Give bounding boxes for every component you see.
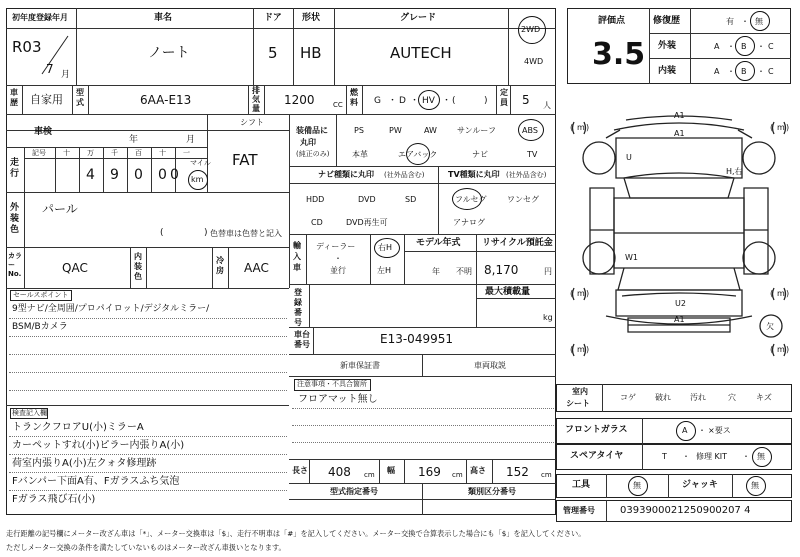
sales-line-2: BSM/Bカメラ (12, 322, 68, 332)
equip-sunroof: サンルーフ (457, 126, 496, 135)
equip-abs: ABS (522, 126, 538, 135)
car-damage-diagram (566, 108, 792, 380)
tools-value: 無 (633, 481, 641, 490)
model-year-unit: 年 (432, 267, 440, 276)
interior-koge: コゲ (620, 393, 636, 402)
notes-value: フロアマット無し (298, 394, 378, 405)
color-paren-open: ( (160, 228, 164, 238)
svg-text:): ) (786, 345, 790, 354)
cooler-label: 冷房 (216, 256, 224, 275)
unit-juu-label: 十 (159, 149, 166, 157)
svg-text:A1: A1 (674, 111, 685, 120)
cooler-value: AAC (244, 261, 269, 275)
sales-line-1: 9型ナビ/全周囲/プロパイロット/デジタルミラー/ (12, 304, 210, 314)
class-label: 車歴 (10, 88, 18, 107)
equip-label-1: 装備品に (296, 126, 328, 135)
fuel-paren-close: ) (484, 96, 488, 106)
svg-text:m: m (777, 289, 785, 298)
svg-text:m: m (577, 289, 585, 298)
jack-value: 無 (751, 481, 759, 490)
shape-value: HB (300, 44, 322, 62)
ext-label: 外装 (658, 41, 677, 51)
equip-leather: 本革 (352, 150, 368, 159)
mileage-digit-2: 9 (110, 167, 119, 183)
svg-text:m: m (577, 123, 585, 132)
spare-no: 無 (757, 452, 765, 461)
interior-ana: 穴 (728, 393, 736, 402)
svg-text:): ) (586, 345, 590, 354)
svg-text:A1: A1 (674, 129, 685, 138)
import-label: 輸入車 (293, 241, 301, 272)
equip-label-2: 丸印 (300, 138, 316, 147)
inspection-month: 月 (186, 135, 196, 145)
kg-unit: kg (543, 313, 553, 322)
fuel-paren-open: ( (452, 96, 456, 106)
tv-sub: (社外品含む) (506, 171, 547, 179)
door-label: ドア (264, 13, 282, 23)
fuel-g: G (374, 96, 381, 106)
svg-text:(: ( (770, 289, 774, 298)
model-value: 6AA-E13 (140, 93, 192, 107)
svg-text:(: ( (770, 123, 774, 132)
notes-label: 注意事項・不具合箇所 (297, 380, 367, 388)
unit-ichi-label: 一 (183, 149, 190, 157)
model-year-unknown: 不明 (456, 267, 472, 276)
mileage-digit-4: 0 (158, 167, 167, 183)
inspector-label: 検査記入欄 (12, 409, 47, 417)
svg-text:): ) (786, 123, 790, 132)
category-label: 類別区分番号 (468, 487, 516, 496)
ext-b: B (741, 42, 747, 51)
model-label: 型式 (76, 88, 84, 107)
spare-label: スペアタイヤ (570, 451, 624, 461)
mileage-digit-1: 4 (86, 167, 95, 183)
int-c: C (768, 67, 774, 76)
max-load-label: 最大積載量 (485, 287, 531, 297)
sales-label: セールスポイント (13, 291, 69, 299)
svg-text:(: ( (570, 289, 574, 298)
equip-aw: AW (424, 126, 437, 135)
color-code-value: QAC (62, 261, 88, 275)
interior-sheet-label-2: シート (566, 399, 590, 408)
int-label: 内装 (658, 66, 677, 76)
capacity-value: 5 (522, 93, 530, 107)
use-value: 自家用 (30, 93, 63, 106)
km-unit: km (191, 175, 204, 184)
interior-yogore: 汚れ (690, 393, 706, 402)
svg-text:U2: U2 (675, 299, 686, 308)
month-value: 7 (46, 62, 54, 76)
shift-label: シフト (240, 118, 264, 127)
unit-hyaku-label: 百 (135, 149, 142, 157)
color-label: 外装色 (10, 203, 20, 235)
manual-label: 車両取説 (474, 361, 506, 370)
score-label: 評価点 (598, 16, 626, 26)
ext-a: A (714, 42, 720, 51)
width-unit: cm (452, 471, 463, 479)
inspector-line-2: カーペットすれ(小)ピラー内張りA(小) (12, 440, 185, 451)
navi-title: ナビ種類に丸印 (318, 170, 374, 179)
navi-cd: CD (311, 218, 323, 227)
record-label: 記号 (32, 149, 46, 157)
navi-sub: (社外品含む) (384, 171, 425, 179)
interior-sheet-label-1: 室内 (572, 387, 588, 396)
svg-text:A1: A1 (674, 315, 685, 324)
navi-dvd-play: DVD再生可 (346, 218, 388, 227)
navi-sd: SD (405, 195, 417, 204)
capacity-unit: 人 (543, 101, 551, 110)
type-designation-label: 型式指定番号 (330, 487, 378, 496)
color-code-label: カラーNo. (8, 252, 22, 278)
svg-text:(: ( (570, 123, 574, 132)
unit-10k-label: 十 (63, 149, 70, 157)
inspector-line-3: 荷室内張りA(小)左クォタ修理跡 (12, 458, 157, 469)
model-year-label: モデル年式 (416, 238, 461, 248)
tv-oneseg: ワンセグ (507, 195, 539, 204)
interior-color-label: 内装色 (134, 252, 142, 281)
tv-fullseg: フルセグ (455, 195, 487, 204)
navi-dvd: DVD (358, 195, 376, 204)
month-unit: 月 (61, 70, 71, 80)
svg-text:): ) (586, 289, 590, 298)
height-label: 高さ (470, 466, 486, 475)
inspector-line-1: トランクフロアU(小)ミラーA (12, 422, 144, 433)
grade-value: AUTECH (390, 44, 452, 62)
inspector-line-4: Fバンパー下面A有、Fガラスふち気泡 (12, 476, 180, 487)
int-a: A (714, 67, 720, 76)
import-parallel: 並行 (330, 266, 346, 275)
length-label: 長さ (292, 466, 308, 475)
import-dealer: ディーラー (316, 242, 356, 251)
displacement-value: 1200 (284, 93, 315, 107)
mgmt-label: 管理番号 (563, 506, 595, 515)
svg-text:(: ( (770, 345, 774, 354)
width-value: 169 (418, 465, 441, 479)
inspector-line-5: Fガラス飛び石(小) (12, 494, 96, 505)
int-b: B (741, 67, 747, 76)
svg-text:m: m (777, 123, 785, 132)
import-left: 左H (377, 266, 392, 275)
footer-line-2: ただしメーター交換の条件を満たしていないものはメーター改ざん車扱いとなります。 (6, 543, 286, 552)
car-name-value: ノート (148, 45, 190, 61)
era-value: R03 (12, 38, 42, 56)
interior-yabure: 破れ (655, 393, 671, 402)
length-unit: cm (364, 471, 375, 479)
doors-value: 5 (268, 44, 278, 62)
spare-t: T (662, 452, 667, 461)
svg-text:m: m (577, 345, 585, 354)
length-value: 408 (328, 465, 351, 479)
cc-unit: CC (333, 101, 343, 109)
car-name-label: 車名 (154, 13, 173, 23)
equip-airbag: エアバック (398, 150, 438, 159)
equip-pw: PW (389, 126, 402, 135)
recycle-value: 8,170 (484, 263, 519, 277)
inspection-year: 年 (129, 135, 139, 145)
mileage-digit-3: 0 (134, 167, 143, 183)
spare-kit: 修理 KIT (696, 452, 728, 461)
repair-no: 無 (755, 17, 763, 26)
windshield-a: A (682, 426, 688, 435)
svg-text:H,右: H,右 (726, 167, 743, 176)
navi-hdd: HDD (306, 195, 325, 204)
chassis-label: 車台番号 (294, 330, 310, 349)
drive-2wd: 2WD (521, 25, 541, 34)
jack-label: ジャッキ (682, 480, 718, 490)
shift-value: FAT (232, 151, 258, 169)
repair-label: 修復歴 (653, 16, 681, 26)
height-unit: cm (541, 471, 552, 479)
first-reg-label: 初年度登録年月 (12, 13, 68, 22)
recycle-label: リサイクル預託金 (482, 238, 553, 248)
drive-4wd: 4WD (524, 57, 544, 66)
chassis-value: E13-049951 (380, 332, 453, 346)
warranty-label: 新車保証書 (340, 361, 380, 370)
disp-label: 排気量 (252, 86, 260, 113)
svg-text:m: m (777, 345, 785, 354)
windshield-x: ×要ス (708, 426, 731, 435)
fuel-hv: HV (422, 96, 435, 106)
svg-text:(: ( (570, 345, 574, 354)
ext-c: C (768, 42, 774, 51)
svg-text:): ) (586, 123, 590, 132)
equip-ps: PS (354, 126, 364, 135)
interior-kizu: キズ (756, 393, 772, 402)
equip-label-3: (純正のみ) (296, 150, 330, 158)
height-value: 152 (506, 465, 529, 479)
recycle-unit: 円 (544, 267, 552, 276)
registration-label: 登録番号 (294, 288, 302, 327)
repair-yes: 有 (726, 17, 734, 26)
mileage-digit-5: 0 (170, 167, 179, 183)
unit-sen-label: 千 (111, 149, 118, 157)
svg-text:): ) (786, 289, 790, 298)
shape-label: 形状 (302, 13, 321, 23)
score-value: 3.5 (592, 37, 646, 72)
width-label: 幅 (387, 466, 395, 475)
color-note: 色替車は色替と記入 (210, 229, 282, 238)
tv-analog: アナログ (453, 218, 485, 227)
import-right: 右H (378, 243, 393, 252)
mgmt-value: 0393900021250900207 4 (620, 505, 751, 516)
svg-text:U: U (626, 153, 632, 162)
color-paren-close: ) (204, 228, 208, 238)
fuel-label: 燃料 (350, 88, 358, 107)
inspection-label: 車検 (34, 127, 53, 137)
color-value: パール (42, 202, 78, 216)
windshield-label: フロントガラス (565, 425, 628, 435)
unit-man-label: 万 (87, 149, 94, 157)
mile-label: マイル (190, 159, 211, 167)
svg-text:欠: 欠 (766, 322, 774, 331)
equip-navi: ナビ (472, 150, 488, 159)
tv-title: TV種類に丸印 (448, 170, 500, 179)
mileage-label: 走行 (10, 158, 20, 179)
footer-line-1: 走行距離の記号欄にメーター改ざん車は「*」、メーター交換車は「$」、走行不明車は「#」を記入してください。メーター交換で合算表示した場合にも「$」を記入してください。 (6, 529, 586, 538)
fuel-d: D (399, 96, 406, 106)
equip-tv: TV (527, 150, 538, 159)
svg-text:W1: W1 (625, 253, 638, 262)
tools-label: 工具 (572, 480, 591, 490)
capacity-label: 定員 (500, 88, 508, 107)
grade-label: グレード (400, 13, 437, 23)
